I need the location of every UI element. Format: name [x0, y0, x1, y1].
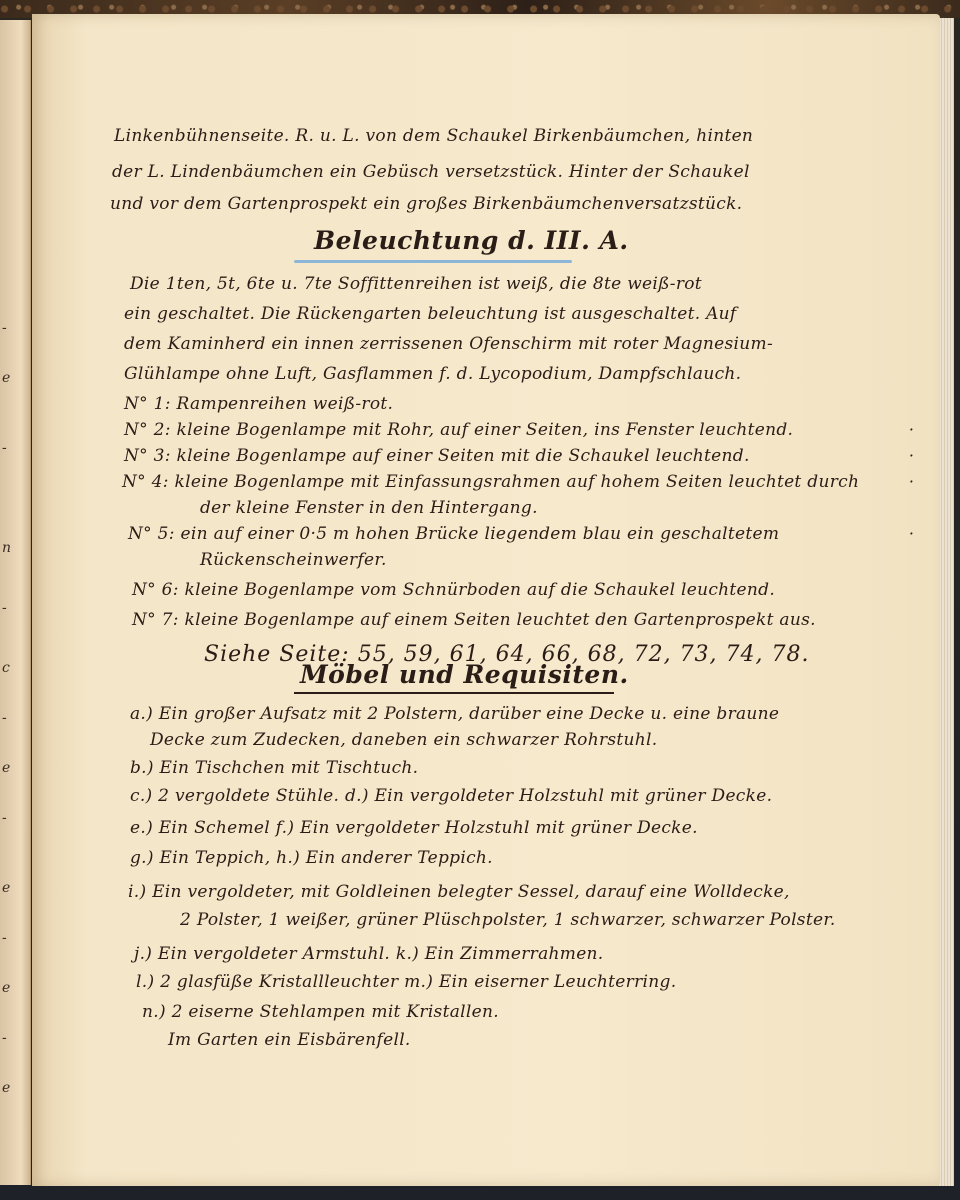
lighting-item: N° 5: ein auf einer 0·5 m hohen Brücke liegendem blau ein geschaltetem — [128, 524, 780, 544]
lighting-line: Die 1ten, 5t, 6te u. 7te Soffittenreihen ist weiß, die 8te weiß-rot — [130, 274, 702, 294]
right-margin-mark: · — [908, 420, 914, 439]
margin-mark: e — [2, 760, 11, 776]
right-margin-mark: · — [908, 524, 914, 543]
margin-mark: - — [2, 810, 7, 826]
intro-line: der L. Lindenbäumchen ein Gebüsch versetzstück. Hinter der Schaukel — [112, 162, 750, 182]
margin-mark: e — [2, 370, 11, 386]
right-margin-mark: · — [908, 446, 914, 465]
heading-underline — [294, 260, 572, 263]
lighting-item: N° 7: kleine Bogenlampe auf einem Seiten leuchtet den Gartenprospekt aus. — [132, 610, 816, 630]
lighting-line: Glühlampe ohne Luft, Gasflammen f. d. Lycopodium, Dampfschlauch. — [124, 364, 742, 384]
furniture-item: g.) Ein Teppich, h.) Ein anderer Teppich. — [130, 848, 493, 868]
furniture-item: n.) 2 eiserne Stehlampen mit Kristallen. — [142, 1002, 499, 1022]
lighting-item: N° 2: kleine Bogenlampe mit Rohr, auf einer Seiten, ins Fenster leuchtend. — [124, 420, 794, 440]
margin-mark: c — [2, 660, 10, 676]
handwritten-text — [32, 14, 940, 1186]
furniture-item: i.) Ein vergoldeter, mit Goldleinen belegter Sessel, darauf eine Wolldecke, — [128, 882, 790, 902]
furniture-item: l.) 2 glasfüße Kristallleuchter m.) Ein eiserner Leuchterring. — [136, 972, 677, 992]
margin-mark: - — [2, 440, 7, 456]
furniture-item: c.) 2 vergoldete Stühle. d.) Ein vergoldeter Holzstuhl mit grüner Decke. — [130, 786, 773, 806]
furniture-item: a.) Ein großer Aufsatz mit 2 Polstern, darüber eine Decke u. eine braune — [130, 704, 780, 724]
margin-mark: n — [2, 540, 12, 556]
lighting-item: N° 1: Rampenreihen weiß-rot. — [124, 394, 394, 414]
furniture-item-continued: Decke zum Zudecken, daneben ein schwarzer Rohrstuhl. — [150, 730, 658, 750]
margin-mark: e — [2, 1080, 11, 1096]
furniture-item: e.) Ein Schemel f.) Ein vergoldeter Holzstuhl mit grüner Decke. — [130, 818, 698, 838]
heading-underline — [294, 692, 614, 694]
lighting-item: N° 6: kleine Bogenlampe vom Schnürboden auf die Schaukel leuchtend. — [132, 580, 776, 600]
margin-mark: e — [2, 980, 11, 996]
page-references: Siehe Seite: 55, 59, 61, 64, 66, 68, 72, 73, 74, 78. — [204, 642, 810, 667]
furniture-item-continued: 2 Polster, 1 weißer, grüner Plüschpolster, 1 schwarzer, schwarzer Polster. — [180, 910, 836, 930]
left-page-edge — [0, 20, 31, 1185]
margin-mark: - — [2, 600, 7, 616]
margin-mark: - — [2, 1030, 7, 1046]
right-margin-mark: · — [908, 472, 914, 491]
margin-mark: - — [2, 710, 7, 726]
intro-line: Linkenbühnenseite. R. u. L. von dem Schaukel Birkenbäumchen, hinten — [114, 126, 754, 146]
lighting-item-continued: Rückenscheinwerfer. — [200, 550, 387, 570]
lighting-item: N° 3: kleine Bogenlampe auf einer Seiten mit die Schaukel leuchtend. — [124, 446, 750, 466]
lighting-item-continued: der kleine Fenster in den Hintergang. — [200, 498, 538, 518]
manuscript-page — [32, 14, 940, 1186]
furniture-item: b.) Ein Tischchen mit Tischtuch. — [130, 758, 419, 778]
furniture-heading: Möbel und Requisiten. — [300, 660, 629, 689]
furniture-item: j.) Ein vergoldeter Armstuhl. k.) Ein Zimmerrahmen. — [134, 944, 604, 964]
margin-mark: - — [2, 930, 7, 946]
lighting-line: dem Kaminherd ein innen zerrissenen Ofenschirm mit roter Magnesium- — [124, 334, 774, 354]
lighting-heading: Beleuchtung d. III. A. — [314, 226, 629, 255]
margin-mark: - — [2, 320, 7, 336]
lighting-item: N° 4: kleine Bogenlampe mit Einfassungsrahmen auf hohem Seiten leuchtet durch — [122, 472, 860, 492]
margin-mark: e — [2, 880, 11, 896]
furniture-note: Im Garten ein Eisbärenfell. — [168, 1030, 411, 1050]
lighting-line: ein geschaltet. Die Rückengarten beleuchtung ist ausgeschaltet. Auf — [124, 304, 737, 324]
intro-line: und vor dem Gartenprospekt ein großes Birkenbäumchenversatzstück. — [110, 194, 743, 214]
